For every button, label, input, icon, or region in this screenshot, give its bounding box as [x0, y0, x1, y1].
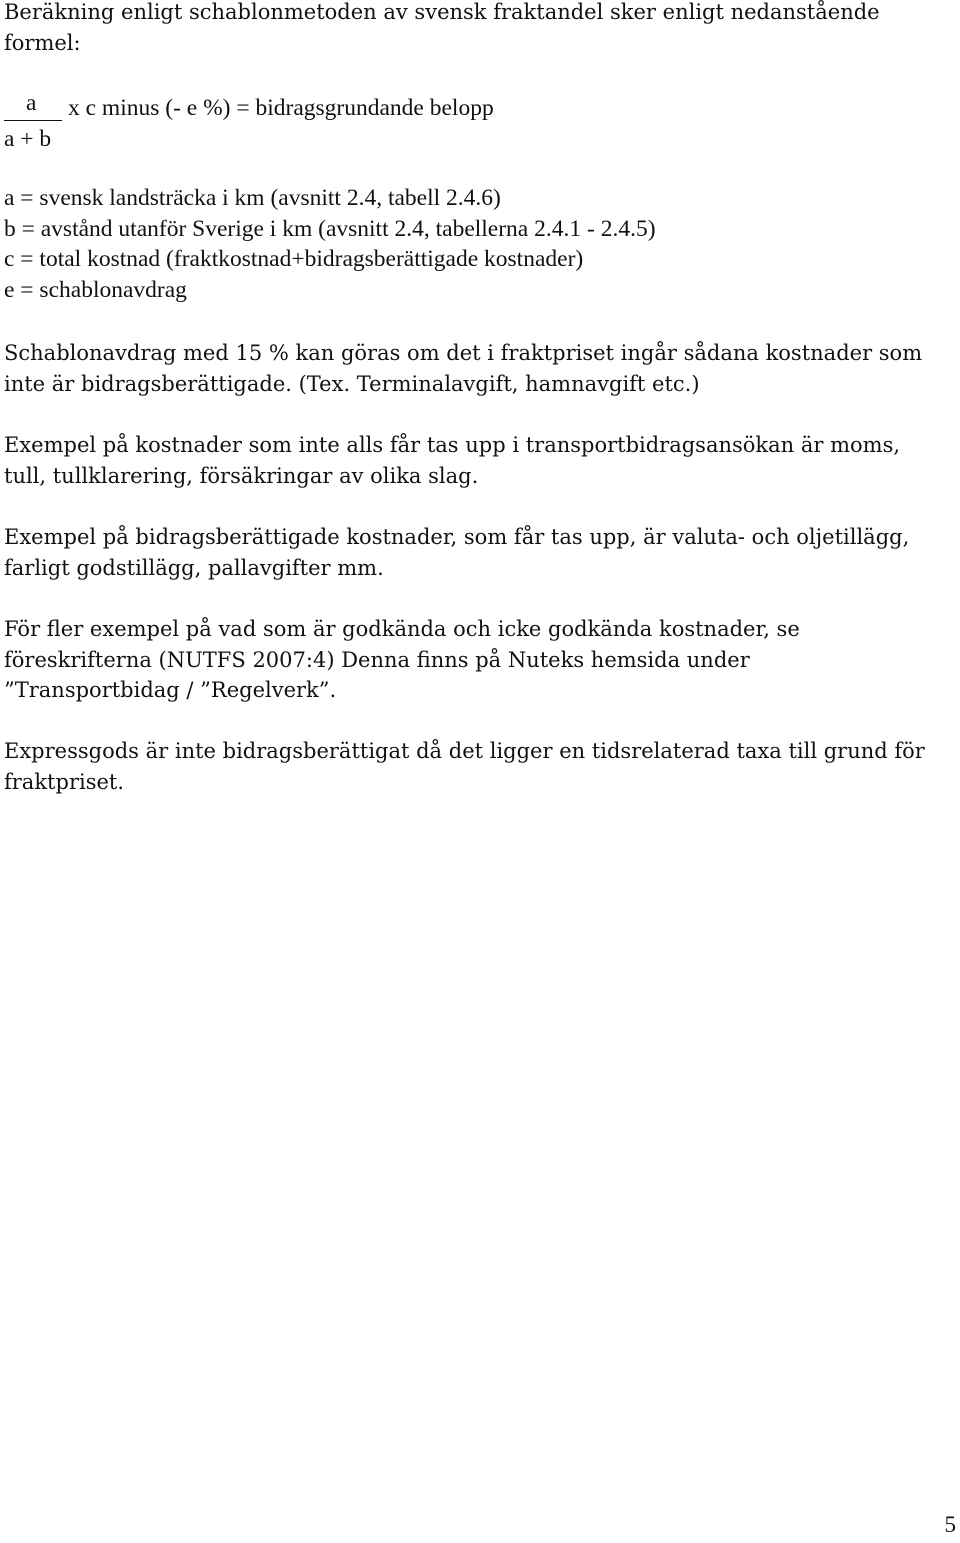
schablon-line-2: inte är bidragsberättigade. (Tex. Terminalavgift, hamnavgift etc.)	[4, 371, 700, 396]
schablon-line-1: Schablonavdrag med 15 % kan göras om det i fraktpriset ingår sådana kostnader som	[4, 341, 923, 365]
formula-denominator: a + b	[4, 126, 52, 152]
fraction-bar	[4, 120, 62, 121]
definitions-list	[4, 183, 956, 305]
formula-expression: x c minus (- e %) = bidragsgrundande belopp	[68, 95, 494, 121]
more-examples-line-2: föreskrifterna (NUTFS 2007:4) Denna finns på Nuteks hemsida under	[4, 647, 750, 672]
express-line-2: fraktpriset.	[4, 769, 125, 794]
page-number: 5	[944, 1512, 956, 1537]
not-allowed-line-2: tull, tullklarering, försäkringar av olika slag.	[4, 463, 479, 488]
more-examples-paragraph	[4, 614, 956, 706]
allowed-line-1: Exempel på bidragsberättigade kostnader, som får tas upp, är valuta- och oljetillägg,	[4, 525, 910, 549]
definition-c: c = total kostnad (fraktkostnad+bidragsberättigade kostnader)	[4, 246, 584, 272]
not-allowed-costs-paragraph	[4, 430, 956, 491]
express-line-1: Expressgods är inte bidragsberättigat då det ligger en tidsrelaterad taxa till grund för	[4, 739, 925, 763]
formula	[4, 90, 704, 160]
intro-paragraph	[4, 0, 956, 58]
not-allowed-line-1: Exempel på kostnader som inte alls får tas upp i transportbidragsansökan är moms,	[4, 433, 901, 457]
allowed-line-2: farligt godstillägg, pallavgifter mm.	[4, 555, 384, 580]
formula-numerator: a	[26, 90, 37, 116]
more-examples-line-1: För fler exempel på vad som är godkända och icke godkända kostnader, se	[4, 617, 800, 641]
express-paragraph	[4, 736, 956, 797]
more-examples-line-3: ”Transportbidag / ”Regelverk”.	[4, 678, 337, 702]
intro-line-2: formel:	[4, 30, 81, 55]
definition-e: e = schablonavdrag	[4, 276, 187, 303]
allowed-costs-paragraph	[4, 522, 956, 583]
schablon-paragraph	[4, 338, 956, 399]
intro-line-1: Beräkning enligt schablonmetoden av svensk fraktandel sker enligt nedanstående	[4, 0, 880, 24]
definition-a: a = svensk landsträcka i km (avsnitt 2.4, tabell 2.4.6)	[4, 185, 501, 211]
definition-b: b = avstånd utanför Sverige i km (avsnitt 2.4, tabellerna 2.4.1 - 2.4.5)	[4, 215, 656, 242]
